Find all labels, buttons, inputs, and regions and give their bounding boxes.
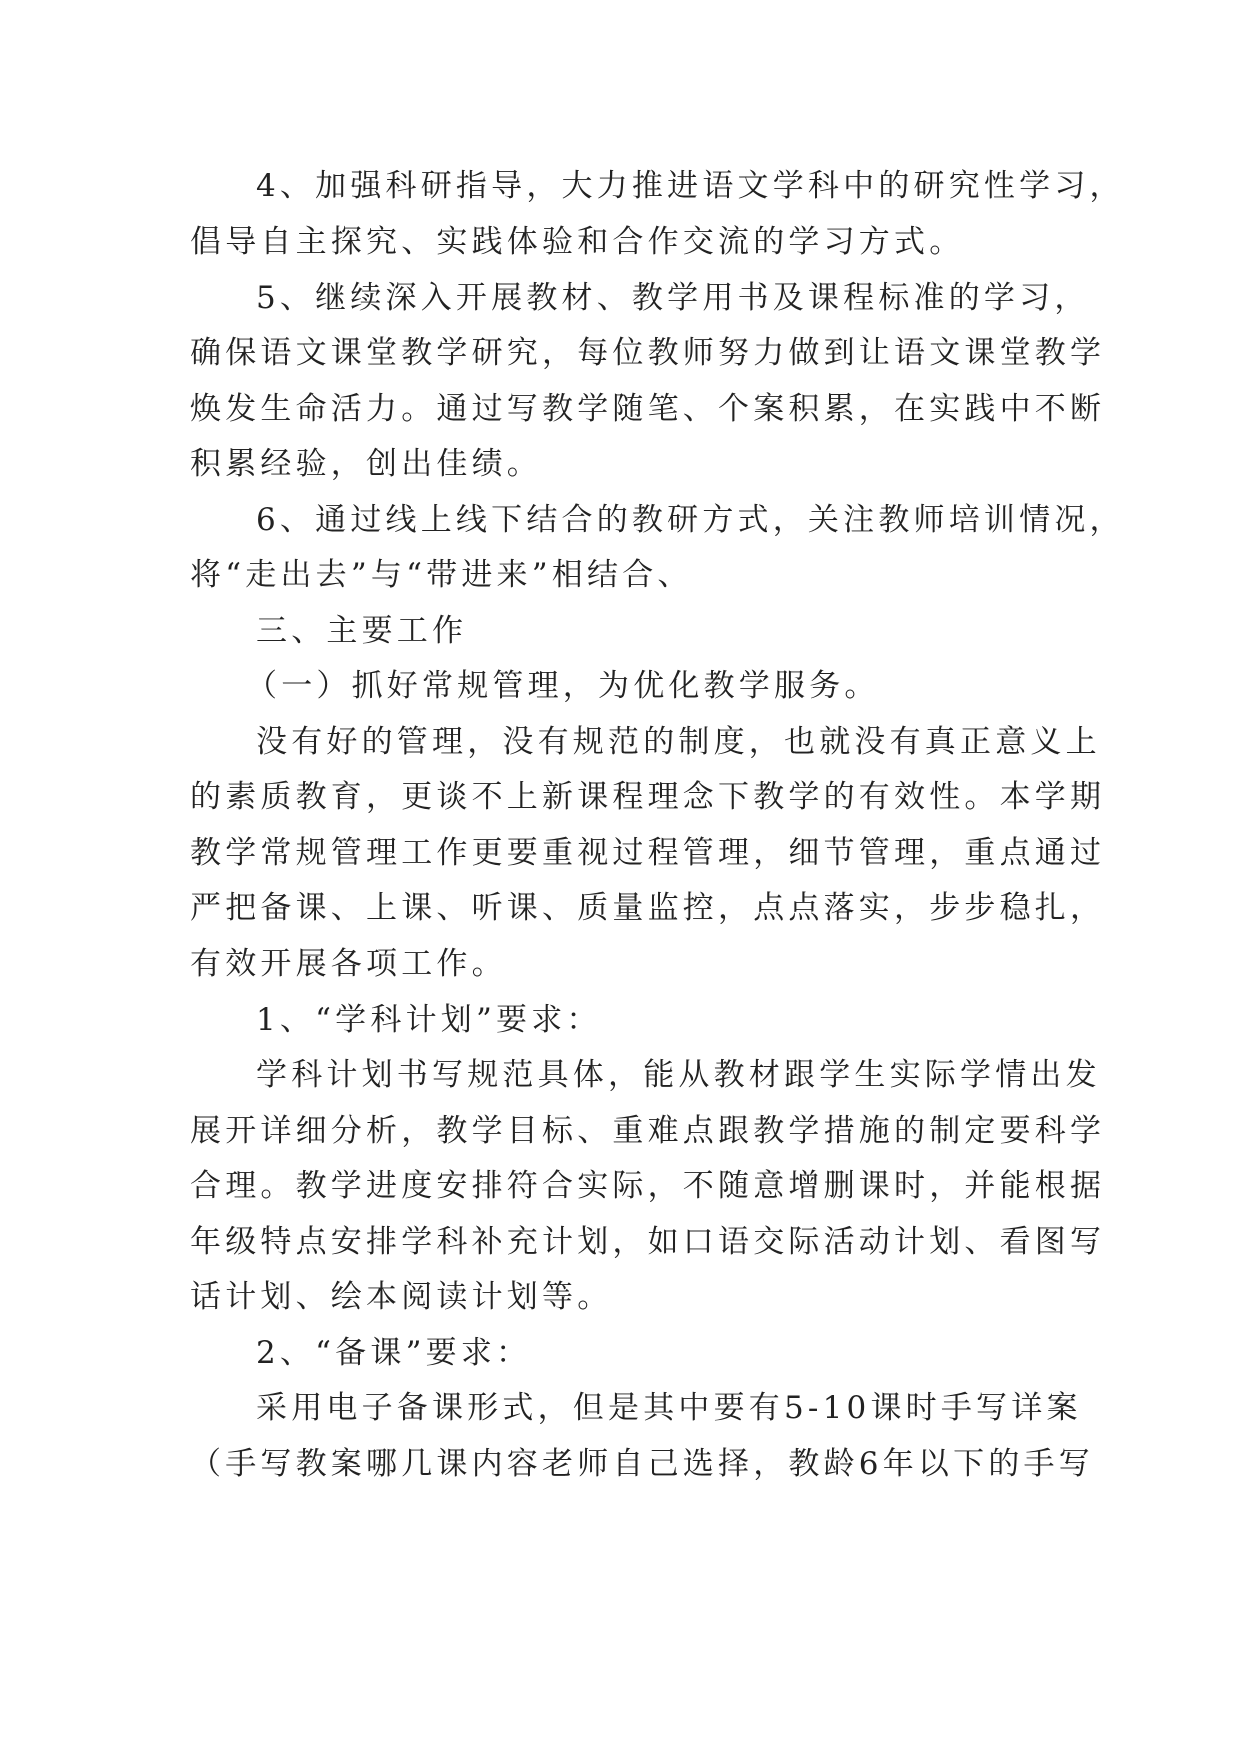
paragraph-line: 采用电子备课形式，但是其中要有5-10课时手写详案	[256, 1390, 1082, 1426]
paragraph-line: 6、通过线上线下结合的教研方式，关注教师培训情况，	[256, 502, 1125, 538]
paragraph-line: 倡导自主探究、实践体验和合作交流的学习方式。	[190, 224, 965, 260]
paragraph-line: 焕发生命活力。通过写教学随笔、个案积累，在实践中不断	[190, 391, 1106, 427]
paragraph-line: 确保语文课堂教学研究，每位教师努力做到让语文课堂教学	[190, 335, 1106, 371]
paragraph-line: 4、加强科研指导，大力推进语文学科中的研究性学习，	[256, 168, 1125, 204]
paragraph-line: 严把备课、上课、听课、质量监控，点点落实，步步稳扎，	[190, 890, 1106, 926]
paragraph-line: 有效开展各项工作。	[190, 946, 507, 982]
item-heading: 1、“学科计划”要求：	[256, 1002, 602, 1038]
paragraph-line: 学科计划书写规范具体，能从教材跟学生实际学情出发	[256, 1057, 1101, 1093]
paragraph-line: 话计划、绘本阅读计划等。	[190, 1279, 613, 1315]
paragraph-line: 展开详细分析，教学目标、重难点跟教学措施的制定要科学	[190, 1113, 1106, 1149]
item-heading: 2、“备课”要求：	[256, 1335, 532, 1371]
subsection-heading: （一）抓好常规管理，为优化教学服务。	[246, 668, 880, 704]
paragraph-line: 积累经验，创出佳绩。	[190, 446, 542, 482]
paragraph-line: 的素质教育，更谈不上新课程理念下教学的有效性。本学期	[190, 779, 1106, 815]
paragraph-line: 没有好的管理，没有规范的制度，也就没有真正意义上	[256, 724, 1101, 760]
paragraph-line: （手写教案哪几课内容老师自己选择，教龄6年以下的手写	[190, 1446, 1094, 1482]
section-heading: 三、主要工作	[256, 613, 468, 649]
paragraph-line: 5、继续深入开展教材、教学用书及课程标准的学习，	[256, 280, 1090, 316]
paragraph-line: 教学常规管理工作更要重视过程管理，细节管理，重点通过	[190, 835, 1106, 871]
paragraph-line: 年级特点安排学科补充计划，如口语交际活动计划、看图写	[190, 1224, 1106, 1260]
paragraph-line: 合理。教学进度安排符合实际，不随意增删课时，并能根据	[190, 1168, 1106, 1204]
paragraph-line: 将“走出去”与“带进来”相结合、	[190, 557, 693, 593]
